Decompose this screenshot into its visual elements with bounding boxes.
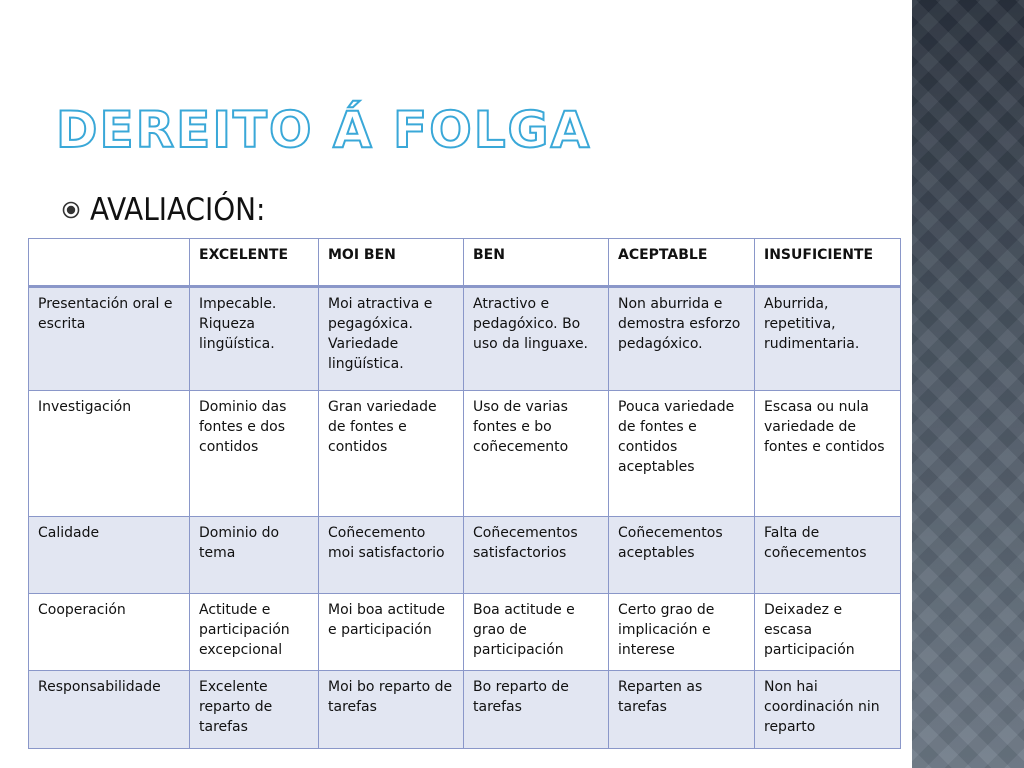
table-cell: Pouca variedade de fontes e contidos aceptables — [609, 391, 755, 517]
row-label: Calidade — [29, 517, 190, 594]
table-cell: Non aburrida e demostra esforzo pedagóxico. — [609, 287, 755, 391]
table-cell: Aburrida, repetitiva, rudimentaria. — [755, 287, 901, 391]
table-cell: Certo grao de implicación e interese — [609, 594, 755, 671]
table-cell: Coñecemento moi satisfactorio — [319, 517, 464, 594]
table-cell: Bo reparto de tarefas — [464, 671, 609, 749]
table-row — [29, 671, 901, 749]
header-cell-aceptable: ACEPTABLE — [609, 239, 755, 287]
table-cell: Atractivo e pedagóxico. Bo uso da linguaxe. — [464, 287, 609, 391]
table-cell: Excelente reparto de tarefas — [190, 671, 319, 749]
table-cell: Coñecementos aceptables — [609, 517, 755, 594]
table-cell: Uso de varias fontes e bo coñecemento — [464, 391, 609, 517]
row-label: Responsabilidade — [29, 671, 190, 749]
table-cell: Boa actitude e grao de participación — [464, 594, 609, 671]
table-cell: Gran variedade de fontes e contidos — [319, 391, 464, 517]
decorative-side-panel — [912, 0, 1024, 768]
row-label: Investigación — [29, 391, 190, 517]
row-label: Presentación oral e escrita — [29, 287, 190, 391]
table-row — [29, 391, 901, 517]
radio-bullet-icon — [62, 201, 80, 219]
table-cell: Escasa ou nula variedade de fontes e contidos — [755, 391, 901, 517]
slide-title: DEREITO Á FOLGA — [56, 101, 592, 159]
evaluation-rubric-table — [28, 238, 901, 749]
table-cell: Moi bo reparto de tarefas — [319, 671, 464, 749]
table-header-row — [29, 239, 901, 287]
table-cell: Falta de coñecementos — [755, 517, 901, 594]
row-label: Cooperación — [29, 594, 190, 671]
table-row — [29, 594, 901, 671]
table-cell: Moi atractiva e pegagóxica. Variedade lingüística. — [319, 287, 464, 391]
header-cell-ben: BEN — [464, 239, 609, 287]
table-cell: Moi boa actitude e participación — [319, 594, 464, 671]
table-row — [29, 287, 901, 391]
table-cell: Deixadez e escasa participación — [755, 594, 901, 671]
table-cell: Impecable. Riqueza lingüística. — [190, 287, 319, 391]
header-cell-insuficiente: INSUFICIENTE — [755, 239, 901, 287]
table-cell: Non hai coordinación nin reparto — [755, 671, 901, 749]
table-cell: Dominio do tema — [190, 517, 319, 594]
table-cell: Coñecementos satisfactorios — [464, 517, 609, 594]
bullet-item — [62, 190, 265, 230]
header-cell-excelente: EXCELENTE — [190, 239, 319, 287]
table-row — [29, 517, 901, 594]
bullet-text: AVALIACIÓN: — [90, 192, 266, 228]
header-cell-empty — [29, 239, 190, 287]
table-cell: Dominio das fontes e dos contidos — [190, 391, 319, 517]
table-cell: Reparten as tarefas — [609, 671, 755, 749]
table-cell: Actitude e participación excepcional — [190, 594, 319, 671]
header-cell-moi-ben: MOI BEN — [319, 239, 464, 287]
